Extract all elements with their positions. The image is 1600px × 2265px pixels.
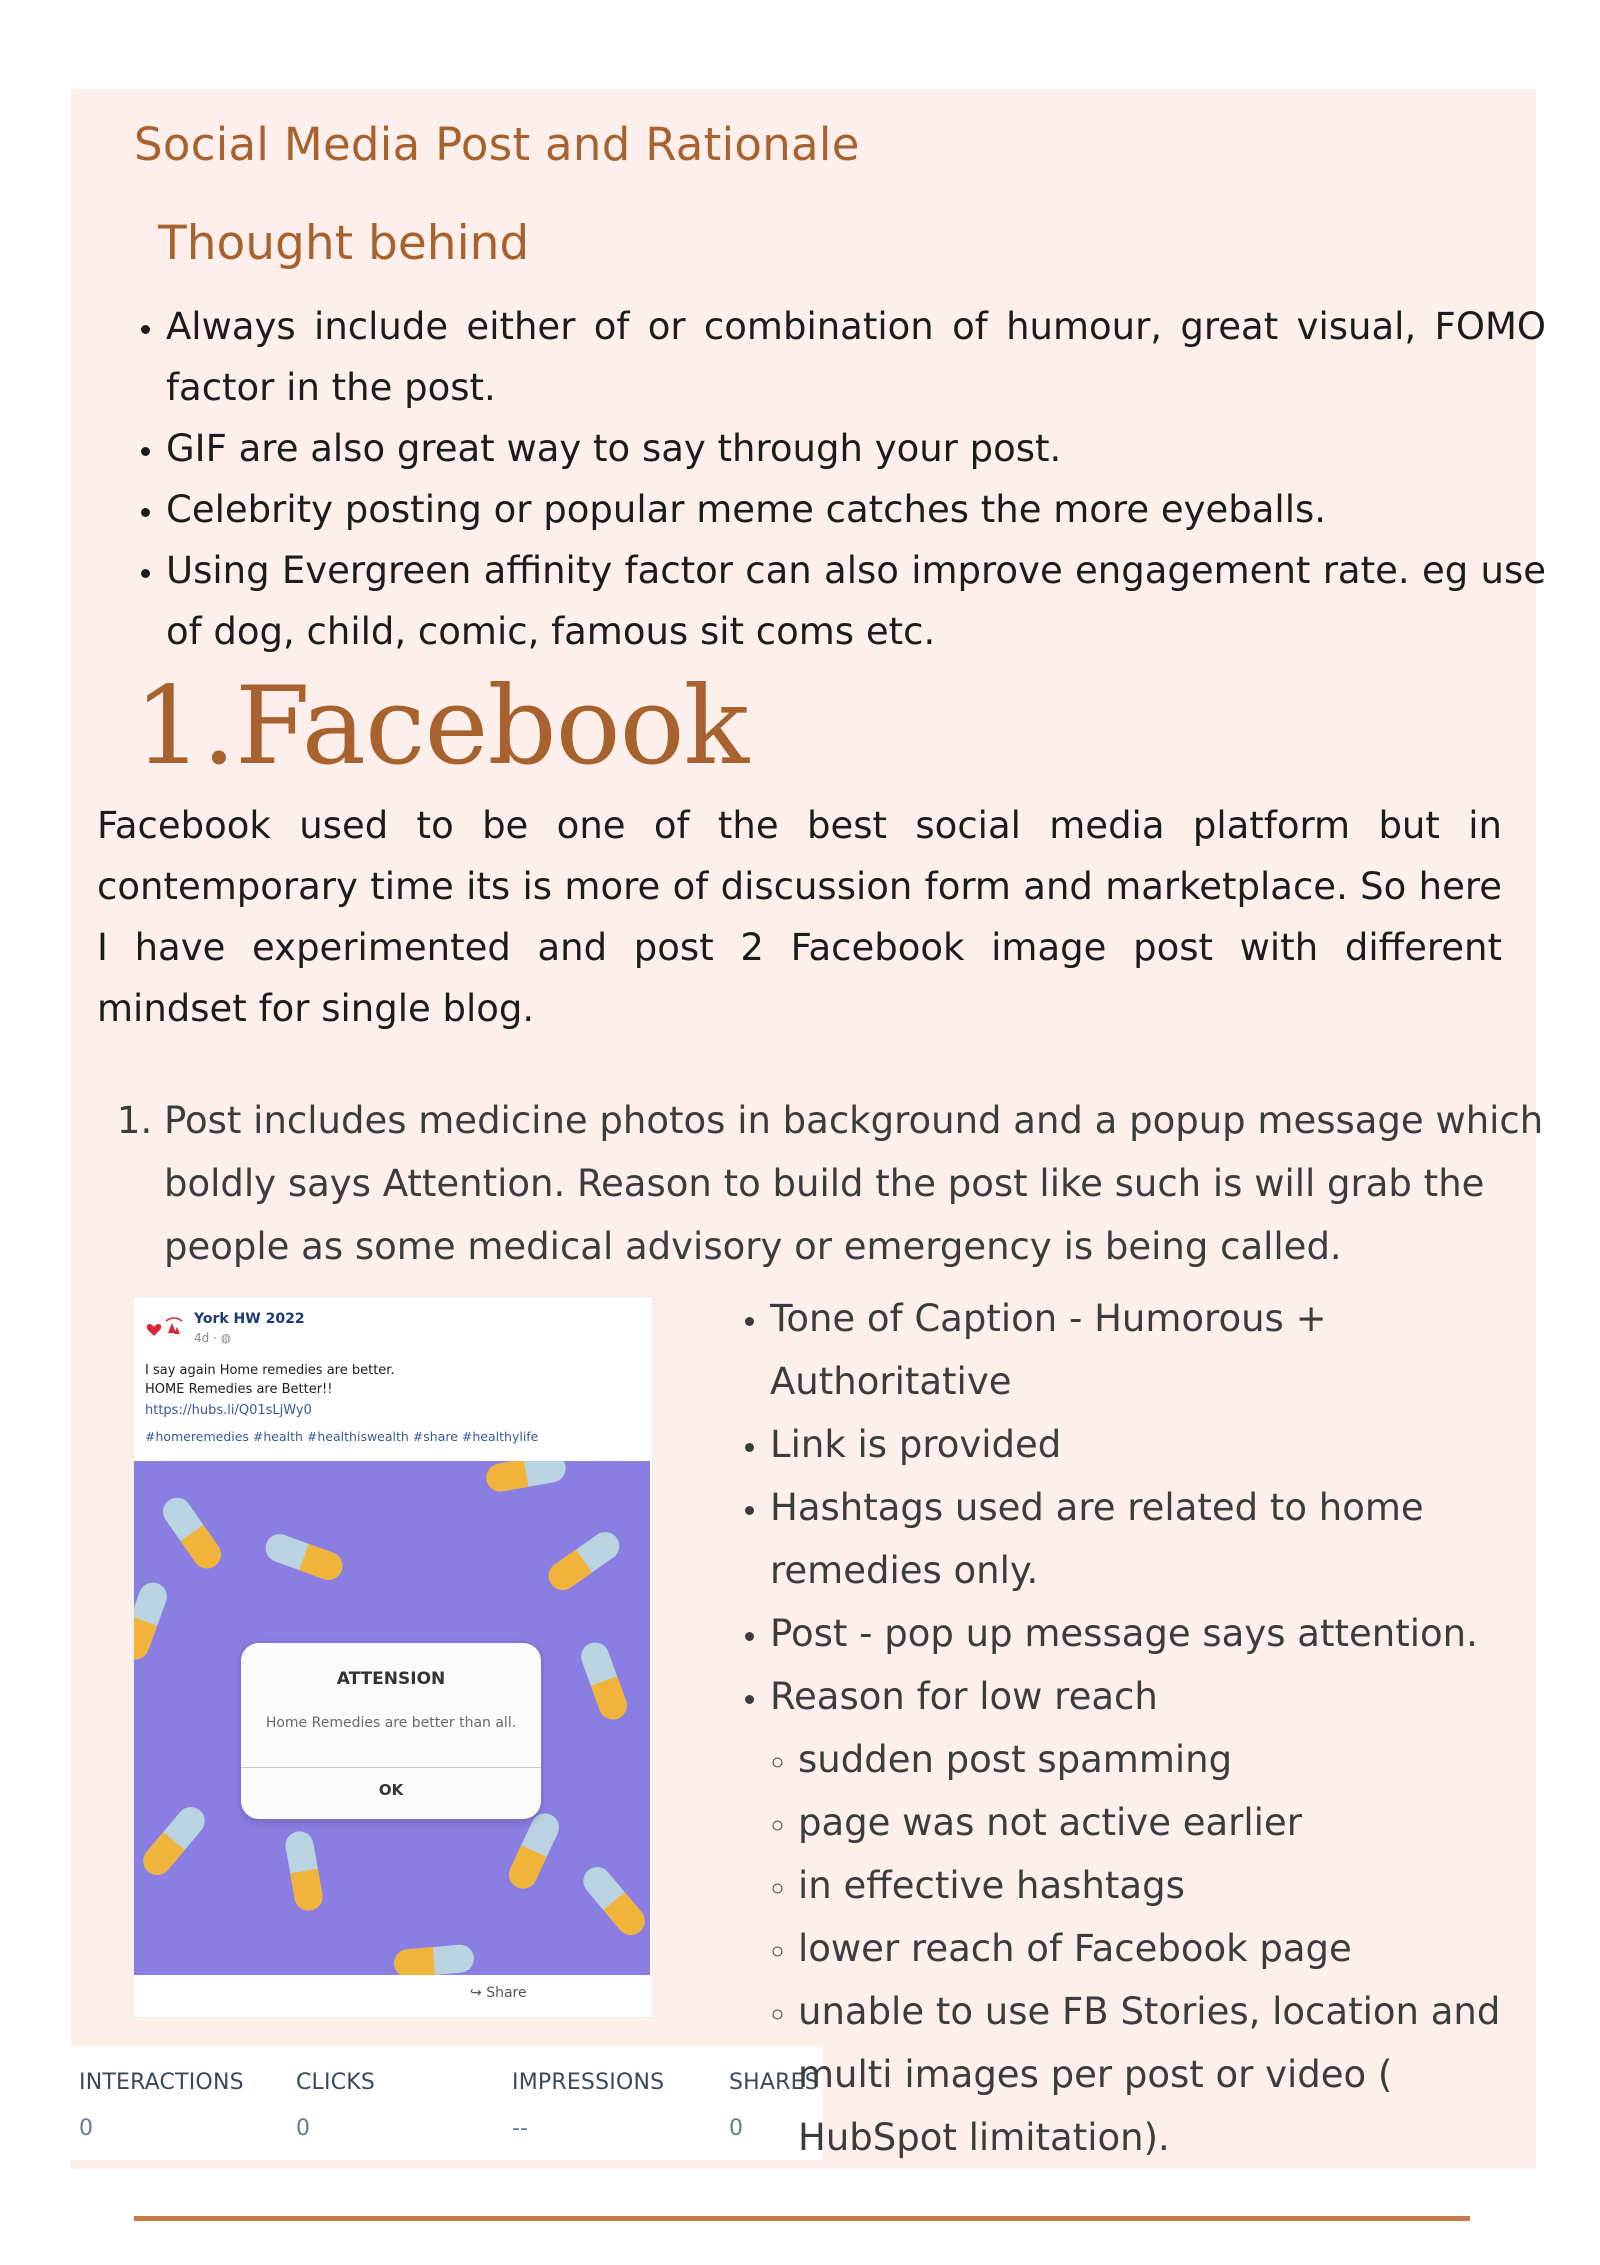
post-image xyxy=(134,1461,650,1975)
reason-item: ◦ lower reach of Facebook page xyxy=(798,1917,1530,1980)
facebook-post-card xyxy=(133,1296,653,2018)
page-logo-icon xyxy=(144,1313,186,1341)
share-icon: ↪ xyxy=(470,1985,487,2001)
analysis-item: • Tone of Caption - Humorous + Authoritative xyxy=(770,1287,1530,1413)
popup-ok-button[interactable]: OK xyxy=(241,1781,541,1799)
popup-divider xyxy=(241,1767,541,1768)
share-label: Share xyxy=(486,1985,527,2001)
stat-value-shares: 0 xyxy=(729,2116,743,2141)
footer-divider xyxy=(134,2216,1470,2221)
thought-list xyxy=(122,296,1546,662)
reason-item: ◦ page was not active earlier xyxy=(798,1791,1530,1854)
facebook-heading: 1.Facebook xyxy=(134,664,749,789)
post-hashtags[interactable]: #homeremedies #health #healthiswealth #share #healthylife xyxy=(145,1429,539,1444)
thought-item: • GIF are also great way to say through your post. xyxy=(166,418,1546,479)
facebook-intro: Facebook used to be one of the best social media platform but in contemporary time its is more of discussion form and marketplace. So here I have experimented and post 2 Facebook image post with different mindset for single blog. xyxy=(97,804,1502,1030)
stat-value-interactions: 0 xyxy=(79,2116,93,2141)
stat-header-clicks: CLICKS xyxy=(296,2070,376,2095)
analysis-item xyxy=(770,1665,1530,2169)
thought-item: • Using Evergreen affinity factor can also improve engagement rate. eg use of dog, child, comic, famous sit coms etc. xyxy=(166,540,1546,662)
thought-item: • Always include either of or combination of humour, great visual, FOMO factor in the post. xyxy=(166,296,1546,418)
post-link[interactable]: https://hubs.li/Q01sLjWy0 xyxy=(145,1403,312,1418)
post-caption xyxy=(145,1361,645,1399)
reason-item: ◦ in effective hashtags xyxy=(798,1854,1530,1917)
stat-value-impressions: -- xyxy=(512,2116,528,2141)
reason-item: ◦ unable to use FB Stories, location and multi images per post or video ( HubSpot limitation). xyxy=(798,1980,1530,2169)
popup-title: ATTENSION xyxy=(336,1669,446,1689)
analysis-item: • Link is provided xyxy=(770,1413,1530,1476)
stat-value-clicks: 0 xyxy=(296,2116,310,2141)
post-item: 1. Post includes medicine photos in background and a popup message which boldly says Attention. Reason to build the post like such is will grab the people as some medical advisory or emergency is being called. xyxy=(164,1089,1564,1278)
thought-item: • Celebrity posting or popular meme catches the more eyeballs. xyxy=(166,479,1546,540)
reasons-list xyxy=(770,1728,1530,2169)
share-button[interactable] xyxy=(470,1985,527,2001)
analysis-item-label: Reason for low reach xyxy=(770,1675,1158,1718)
post-list xyxy=(120,1089,1564,1278)
analysis-list xyxy=(730,1287,1530,2169)
analysis-item: • Hashtags used are related to home remedies only. xyxy=(770,1476,1530,1602)
popup-message: Home Remedies are better than all. xyxy=(265,1715,517,1731)
reason-item: ◦ sudden post spamming xyxy=(798,1728,1530,1791)
attention-popup xyxy=(241,1643,541,1819)
section-subtitle: Thought behind xyxy=(158,216,530,271)
stat-header-interactions: INTERACTIONS xyxy=(79,2070,244,2095)
post-meta: 4d · ◍ xyxy=(194,1331,232,1345)
post-stats xyxy=(71,2046,823,2160)
caption-line: HOME Remedies are Better!! xyxy=(145,1382,333,1397)
page-name[interactable]: York HW 2022 xyxy=(194,1311,305,1327)
analysis-item: • Post - pop up message says attention. xyxy=(770,1602,1530,1665)
page-title: Social Media Post and Rationale xyxy=(134,118,860,171)
stat-header-shares: SHARES xyxy=(729,2070,819,2095)
stat-header-impressions: IMPRESSIONS xyxy=(512,2070,665,2095)
caption-line: I say again Home remedies are better. xyxy=(145,1363,395,1378)
